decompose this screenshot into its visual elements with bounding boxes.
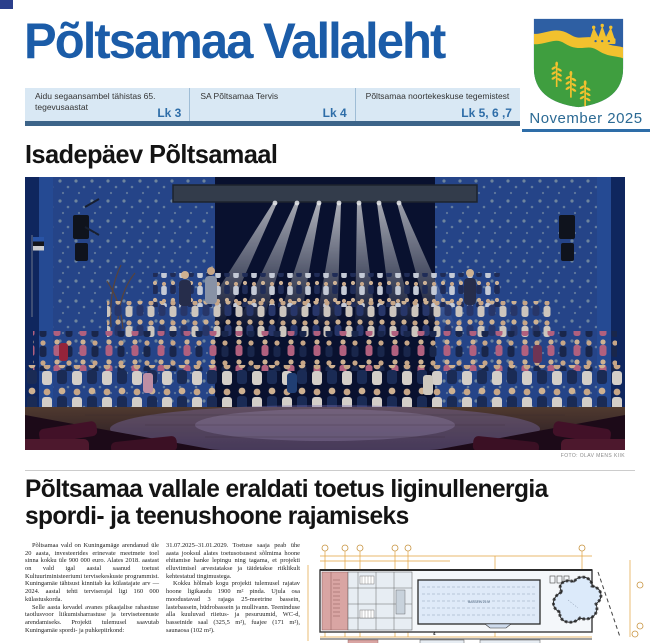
teaser-text: Põltsamaa noortekeskuse tegemistest (365, 91, 510, 101)
article2-headline: Põltsamaa vallale eraldati toetus liginullenergia spordi- ja teenushoone rajamiseks (25, 475, 548, 530)
article2-column-1 (25, 542, 159, 643)
paragraph: Selle aasta kevadel avanes pikaajalise rahastuse taotlusvoor liikumisharrastuse ja terviseteenuste arendamiseks. Projekti tulemusel saavutab Kuningamäe spordi- ja puhkepiirkond: (25, 603, 159, 634)
issue-date: November 2025 (529, 110, 643, 127)
paragraph: 31.07.2025–31.01.2029. Toetuse saaja peab ühe aasta jooksul alates toetusotsusest sõlmima hoone ehitamise hanke lepingu ning tagama, et projekti elluviimisel arvestatakse ja täidetakse riiklikult kehtestatud tingimustega. (166, 542, 300, 580)
paragraph: Põltsamaa vald on Kuningamäge arendanud üle 20 aasta, investeerides erinevate meetmete toel sinna kokku üle 900 000 euro. Alates 2018. aastast on vald igal aastal saanud toetust Kultuuriministeeriumi tervisekeskuste programmist. Kuningamäe tähtsust kinnitab ka külastajate arv — 2024. aastal tehti terviserajal ligi 160 000 külastuskorda. (25, 542, 159, 603)
article2-body (25, 542, 301, 643)
corner-print-mark (0, 0, 13, 9)
teaser-page-ref: Lk 4 (322, 106, 347, 120)
teaser-item-2 (190, 88, 355, 121)
article1-headline: Isadepäev Põltsamaal (25, 139, 278, 169)
pool-label: BASSEIN 25 M (468, 600, 490, 604)
masthead-rule (25, 121, 520, 126)
plan-main-pool (418, 580, 540, 628)
plan-pink-zone (322, 572, 348, 630)
teaser-text: SA Põltsamaa Tervis (200, 91, 279, 101)
dimension-label: 4 (433, 631, 436, 636)
teaser-text: Aidu segaansambel tähistas 65. tegevusaastat (35, 91, 156, 112)
article2-column-2 (166, 542, 300, 643)
teaser-item-1 (25, 88, 190, 121)
date-underline (522, 129, 650, 132)
teaser-item-3 (356, 88, 520, 121)
masthead-title: Põltsamaa Vallaleht (24, 13, 445, 69)
section-divider (25, 470, 635, 471)
paragraph: Kokku hõlmab kogu projekti tulemusel rajatav hoone ligikaudu 1900 m² pinda. Ujula osa moodustavad 3 rajaga 25-meetrine bassein, lastebassein, hüdrobassein ja mullivann. Teeninduse alla kuuluvad riietus- ja pesuruumid, WC-d, basseinide saal (325,5 m²), fuajee (171 m²), saunaosa (102 m²). (166, 580, 300, 634)
stage-group-photo (25, 177, 625, 450)
teaser-bar (25, 88, 520, 121)
floor-plan-image (300, 540, 650, 643)
teaser-page-ref: Lk 3 (157, 106, 182, 120)
coat-of-arms-icon (531, 16, 626, 109)
photo-credit: FOTO: OLAV MENS KIIK (560, 453, 625, 459)
teaser-page-ref: Lk 5, 6 ,7 (461, 106, 512, 120)
plan-rooms (348, 572, 412, 630)
